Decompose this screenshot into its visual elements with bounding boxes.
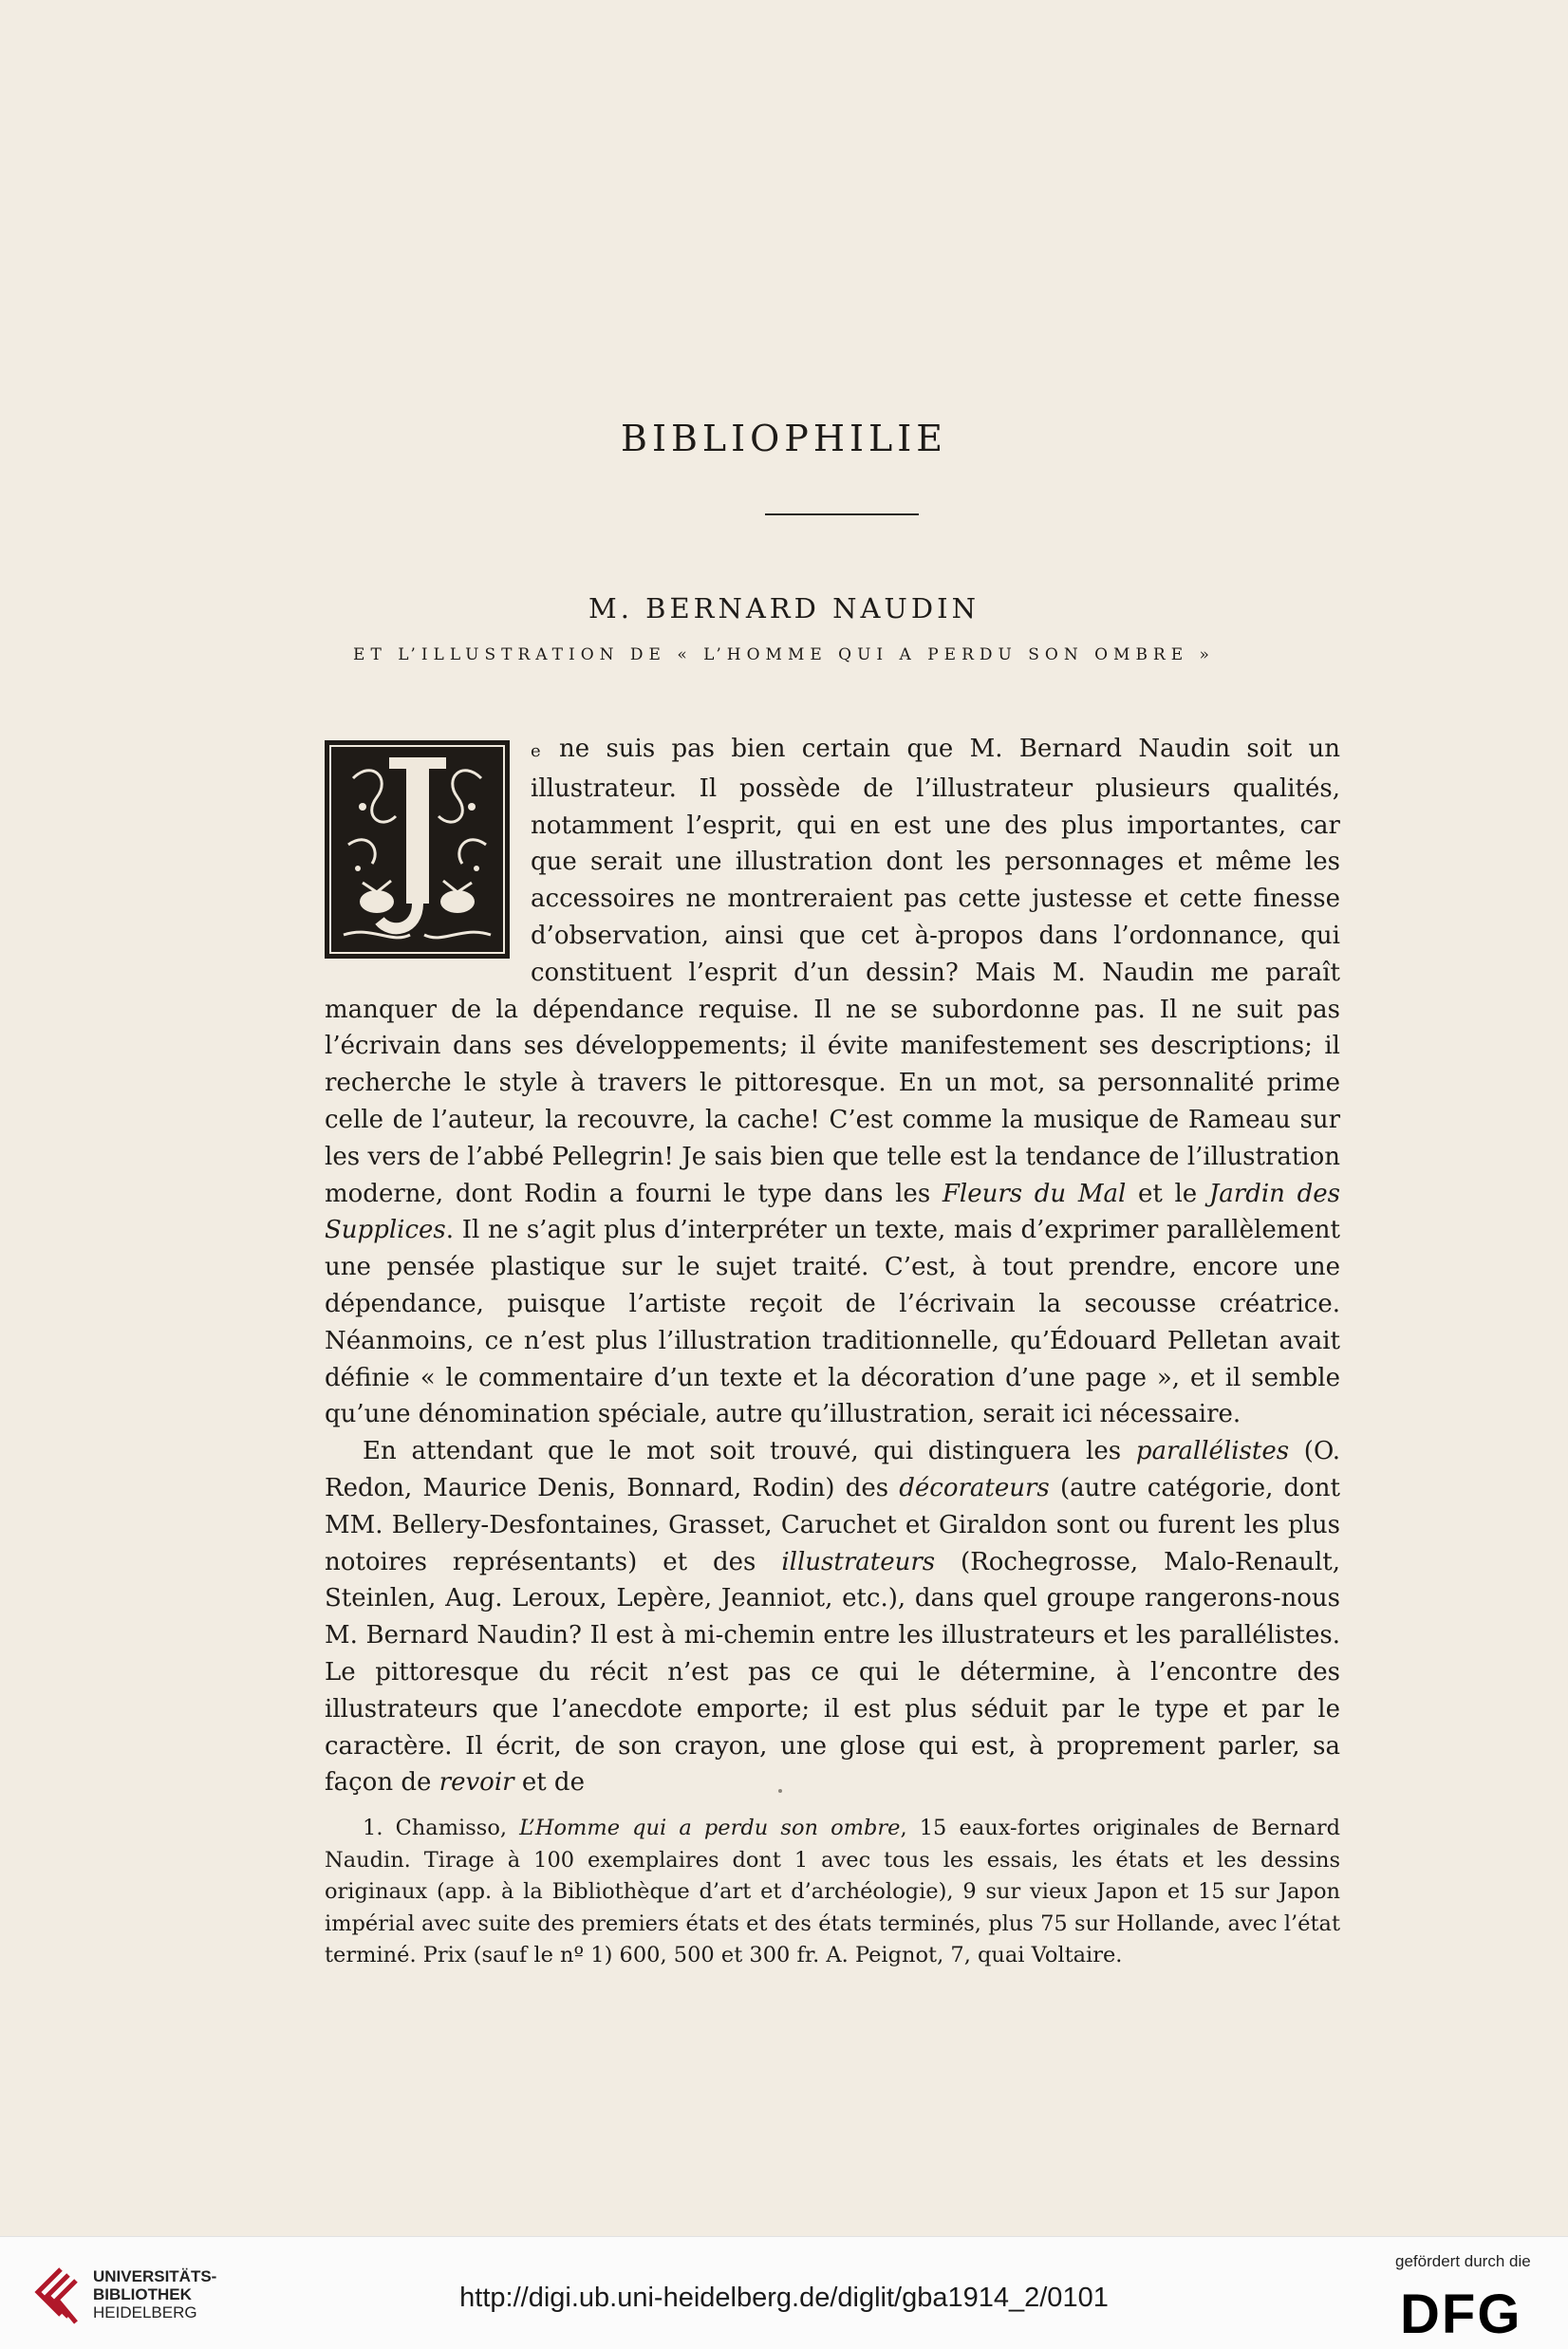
paragraph-1-text: ne suis pas bien certain que M. Bernard Naudin soit un illustrateur. Il possède de l’illustrateur plusieurs qualités, notamment l’esprit, qui en est une des plus importantes, car que serait une illustration dont les personnages et même les accessoires ne montreraient pas cette justesse et cette finesse d’observation, ainsi que cet à-propos dans l’ordonnance, qui constituent l’esprit d’un dessin? Mais M. Naudin me paraît manquer de la dépendance requise. Il ne se subordonne pas. Il ne suit pas l’écrivain dans ses développements; il évite manifestement ses descriptions; il recherche le style à travers le pittoresque. En un mot, sa personnalité prime celle de l’auteur, la recouvre, la cache! C’est comme la musique de Rameau sur les vers de l’abbé Pellegrin! Je sais bien que telle est la tendance de l’illustration moderne, dont Rodin a fourni le type dans les [325,735,1341,1208]
title-fleurs-du-mal: Fleurs du Mal [942,1179,1127,1208]
permalink-url[interactable]: http://digi.ub.uni-heidelberg.de/diglit/gba1914_2/0101 [459,2283,1109,2313]
separator-dot [778,1789,782,1793]
library-name-line: BIBLIOTHEK [93,2285,192,2303]
paragraph-2-text: (Rochegrosse, Malo-Renault, Steinlen, Aug. Leroux, Lepère, Jeanniot, etc.), dans quel groupe rangerons-nous M. Bernard Naudin? Il est à mi-chemin entre les illustrateurs et les parallélistes. Le pittoresque du récit n’est pas ce qui le détermine, à l’encontre des illustrateurs que l’anecdote emporte; il est plus séduit par le type et par le caractère. Il écrit, de son crayon, une glose qui est, à proprement parler, sa façon de [325,1547,1340,1798]
library-name-line: UNIVERSITÄTS- [93,2267,217,2285]
paragraph-1-text: . Il ne s’agit plus d’interpréter un texte, mais d’exprimer parallèlement une pensée plastique sur le sujet traité. C’est, à tout prendre, encore une dépendance, puisque l’artiste reçoit de l’écrivain la secousse créatrice. Néanmoins, ce n’est plus l’illustration traditionnelle, qu’Édouard Pelletan avait définie « le commentaire d’un texte et la décoration d’une page », et il semble qu’une dénomination spéciale, autre qu’illustration, serait ici nécessaire. [325,1216,1340,1429]
ornamental-initial-j-icon [325,740,510,959]
footnote-book-title: L’Homme qui a perdu son ombre [519,1816,901,1840]
footnote [325,1813,1340,1972]
paragraph-2-text: (O. Redon, Maurice Denis, Bonnard, Rodin) des [325,1437,1340,1502]
section-title: BIBLIOPHILIE [621,418,947,459]
paragraph-2-text: et de [513,1768,585,1798]
paragraph-2 [325,1433,1340,1801]
footnote-text: , 15 eaux-fortes originales de Bernard Naudin. Tirage à 100 exemplaires dont 1 avec tous les essais, les états et les dessins originaux (app. à la Bibliothèque d’art et d’archéologie), 9 sur vieux Japon et 15 sur Japon impérial avec suite des premiers états et des états terminés, plus 75 sur Hollande, avec l’état terminé. Prix (sauf le nº 1) 600, 500 et 300 fr. A. Peignot, 7, quai Voltaire. [325,1816,1340,1967]
sponsor-label: gefördert durch die [1395,2252,1531,2270]
italic-term: parallélistes [1135,1437,1290,1466]
article-subtitle: ET L’ILLUSTRATION DE « L’HOMME QUI A PERDU SON OMBRE » [353,645,1215,664]
paragraph-2-text: (autre catégorie, dont MM. Bellery-Desfontaines, Grasset, Caruchet et Giraldon sont ou furent les plus notoires représentants) et des [325,1473,1341,1576]
footnote-text: 1. Chamisso, [363,1816,520,1840]
paragraph-2-text: En attendant que le mot soit trouvé, qui distinguera les [363,1437,1136,1466]
article-title: M. BERNARD NAUDIN [588,592,980,625]
title-jardin-des-supplices: Jardin des Supplices [325,1179,1340,1245]
article-body [325,731,1340,1801]
italic-term: illustrateurs [781,1547,936,1576]
italic-term: revoir [439,1768,514,1798]
viewer-footer [0,2236,1568,2349]
first-word-small-caps: e [531,741,543,761]
italic-term: décorateurs [899,1473,1050,1502]
title-rule [765,513,919,515]
paragraph-1-text: et le [1126,1179,1209,1208]
library-name-line: HEIDELBERG [93,2303,197,2321]
dfg-logo[interactable]: DFG [1400,2284,1522,2345]
